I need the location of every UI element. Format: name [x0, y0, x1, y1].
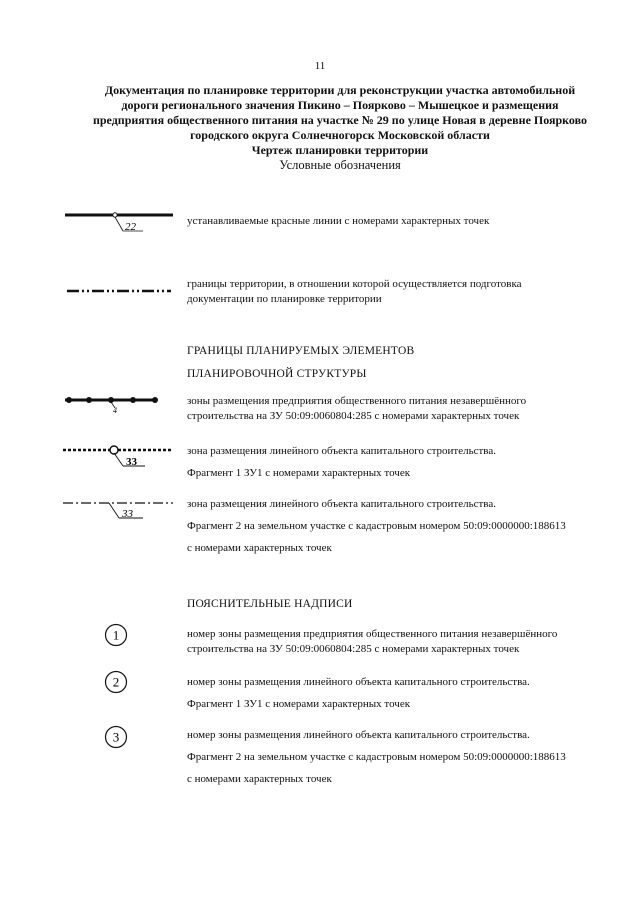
text-line: с номерами характерных точек [187, 773, 332, 785]
zone-number-2: 2 [112, 674, 120, 690]
text-line: номер зоны размещения линейного объекта капитального строительства. [187, 729, 530, 741]
document-title [60, 83, 620, 173]
text-line: зона размещения линейного объекта капитального строительства. [187, 445, 496, 457]
section-heading-planning: ГРАНИЦЫ ПЛАНИРУЕМЫХ ЭЛЕМЕНТОВ [187, 345, 415, 357]
text-line: границы территории, в отношении которой осуществляется подготовка [187, 278, 522, 290]
text-line: Фрагмент 2 на земельном участке с кадастровым номером 50:09:0000000:188613 [187, 751, 566, 763]
text-line: зоны размещения предприятия общественного питания незавершённого [187, 395, 527, 407]
note-3-description [187, 724, 607, 790]
section-heading-planning-2: ПЛАНИРОВОЧНОЙ СТРУКТУРЫ [187, 368, 367, 380]
text-line: строительства на ЗУ 50:09:0060804:285 с номерами характерных точек [187, 643, 520, 655]
catering-zone-point-label: 4 [113, 406, 117, 415]
zone-number-3: 3 [112, 729, 120, 745]
note-2-description [187, 671, 607, 715]
title-line: предприятия общественного питания на участке № 29 по улице Новая в деревне Поярково [92, 113, 588, 127]
fragment2-point-label: 33 [122, 508, 133, 520]
red-line-description: устанавливаемые красные линии с номерами характерных точек [187, 215, 490, 227]
red-line-point-label: 22 [125, 221, 136, 233]
text-line: зона размещения линейного объекта капитального строительства. [187, 498, 496, 510]
text-line: Фрагмент 2 на земельном участке с кадастровым номером 50:09:0000000:188613 [187, 520, 566, 532]
zone-number-1: 1 [112, 627, 120, 643]
title-line: дороги регионального значения Пикино – Поярково – Мышецкое и размещения [121, 98, 559, 112]
text-line: строительства на ЗУ 50:09:0060804:285 с номерами характерных точек [187, 410, 520, 422]
linear-object-fragment2-symbol [55, 493, 175, 523]
text-line: номер зоны размещения линейного объекта капитального строительства. [187, 676, 530, 688]
zone-number-2-icon [104, 670, 128, 694]
page-number: 11 [314, 60, 326, 72]
title-line: городского округа Солнечногорск Московской области [190, 128, 490, 142]
linear-object-fragment1-description [187, 440, 607, 484]
linear-object-fragment2-description [187, 493, 607, 559]
catering-zone-description [187, 394, 607, 424]
catering-zone-symbol [55, 388, 175, 418]
fragment1-point-label: 33 [126, 456, 137, 468]
text-line: номер зоны размещения предприятия общественного питания незавершённого [187, 628, 558, 640]
zone-number-3-icon [104, 725, 128, 749]
territory-boundary-symbol [55, 276, 175, 306]
text-line: Фрагмент 1 ЗУ1 с номерами характерных точек [187, 467, 411, 479]
drawing-title: Чертеж планировки территории [251, 143, 429, 157]
legend-subtitle: Условные обозначения [279, 158, 401, 172]
red-line-symbol [55, 205, 175, 235]
note-1-description [187, 627, 607, 657]
text-line: Фрагмент 1 ЗУ1 с номерами характерных точек [187, 698, 411, 710]
text-line: с номерами характерных точек [187, 542, 332, 554]
section-heading-notes: ПОЯСНИТЕЛЬНЫЕ НАДПИСИ [187, 598, 353, 610]
text-line: документации по планировке территории [187, 293, 382, 305]
linear-object-fragment1-symbol [55, 440, 175, 470]
title-line: Документация по планировке территории для реконструкции участка автомобильной [104, 83, 576, 97]
territory-boundary-description [187, 277, 607, 307]
zone-number-1-icon [104, 623, 128, 647]
